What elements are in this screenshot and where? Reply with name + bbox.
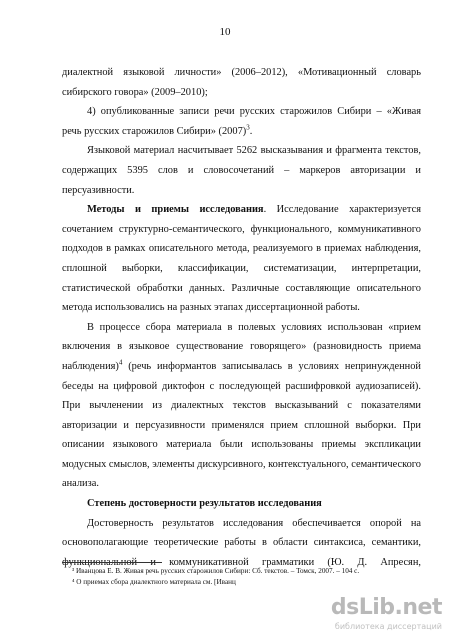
methods-text: . Исследование характеризуется сочетанием структурно-семантического, функционального, коммуникативного подходов в рамках описательного метода, реализуемого в приемах наблюдения, сплошной выборки, классификации, систематизации, интерпретации, статистической обработки данных. Различные составляющие описательного метода использовались на разных этапах диссертационной работы. bbox=[62, 204, 421, 314]
paragraph-2-end: . bbox=[249, 125, 253, 137]
paragraph-5-text: В процессе сбора материала в полевых условиях использован «прием включения в языковое существование говорящего» (разновидность приема наблюдения) bbox=[62, 321, 421, 372]
paragraph-3: Языковой материал насчитывает 5262 высказывания и фрагмента текстов, содержащих 5395 слов и словосочетаний – маркеров авторизации и персуазивности. bbox=[62, 145, 421, 196]
footnote-ref-4[interactable]: 4 bbox=[118, 358, 123, 367]
watermark-tagline: библиотека диссертаций bbox=[334, 622, 442, 631]
paragraph-7: Достоверность результатов исследования обеспечивается опорой на основополагающие теоретические работы в области синтаксиса, семантики, функциональной и коммуникативной грамматики (Ю. Д. Апресян, bbox=[62, 517, 421, 568]
section-heading-reliability bbox=[62, 494, 421, 514]
footnotes bbox=[62, 566, 432, 588]
methods-heading: Методы и приемы исследования bbox=[87, 204, 264, 216]
paragraph-5 bbox=[62, 318, 421, 494]
paragraph-2-text: 4) опубликованные записи речи русских старожилов Сибири – «Живая речь русских старожилов Сибири» (2007) bbox=[62, 106, 421, 137]
paragraph-5-rest: (речь информантов записывалась в условиях непринужденной беседы на цифровой диктофон с последующей расшифровкой аудиозаписей). При вычленении из диалектных текстов высказываний с показателями авторизации и персуазивности применялся прием сплошной выборки. При описании языкового материала были использованы приемы экспликации модусных смыслов, элементы дискурсивного, контекстуального, семантического анализа. bbox=[62, 360, 421, 490]
page-number: 10 bbox=[219, 26, 231, 38]
footnote-ref-3[interactable]: 3 bbox=[246, 123, 250, 132]
footnote-4: ⁴ О приемах сбора диалектного материала см. [Иванц bbox=[72, 578, 236, 586]
footnote-3: ³ Иванцова Е. В. Живая речь русских старожилов Сибири: Сб. текстов. – Томск, 2007. – 104 с. bbox=[72, 567, 360, 575]
watermark bbox=[332, 595, 442, 635]
watermark-logo: dsLib.net bbox=[330, 595, 442, 620]
footnote-separator bbox=[62, 562, 162, 563]
paragraph-2 bbox=[62, 102, 421, 141]
reliability-heading: Степень достоверности результатов исследования bbox=[87, 498, 322, 510]
document-body bbox=[62, 63, 421, 572]
paragraph-1: диалектной языковой личности» (2006–2012), «Мотивационный словарь сибирского говора» (2009–2010); bbox=[62, 67, 421, 98]
paragraph-methods bbox=[62, 200, 421, 318]
